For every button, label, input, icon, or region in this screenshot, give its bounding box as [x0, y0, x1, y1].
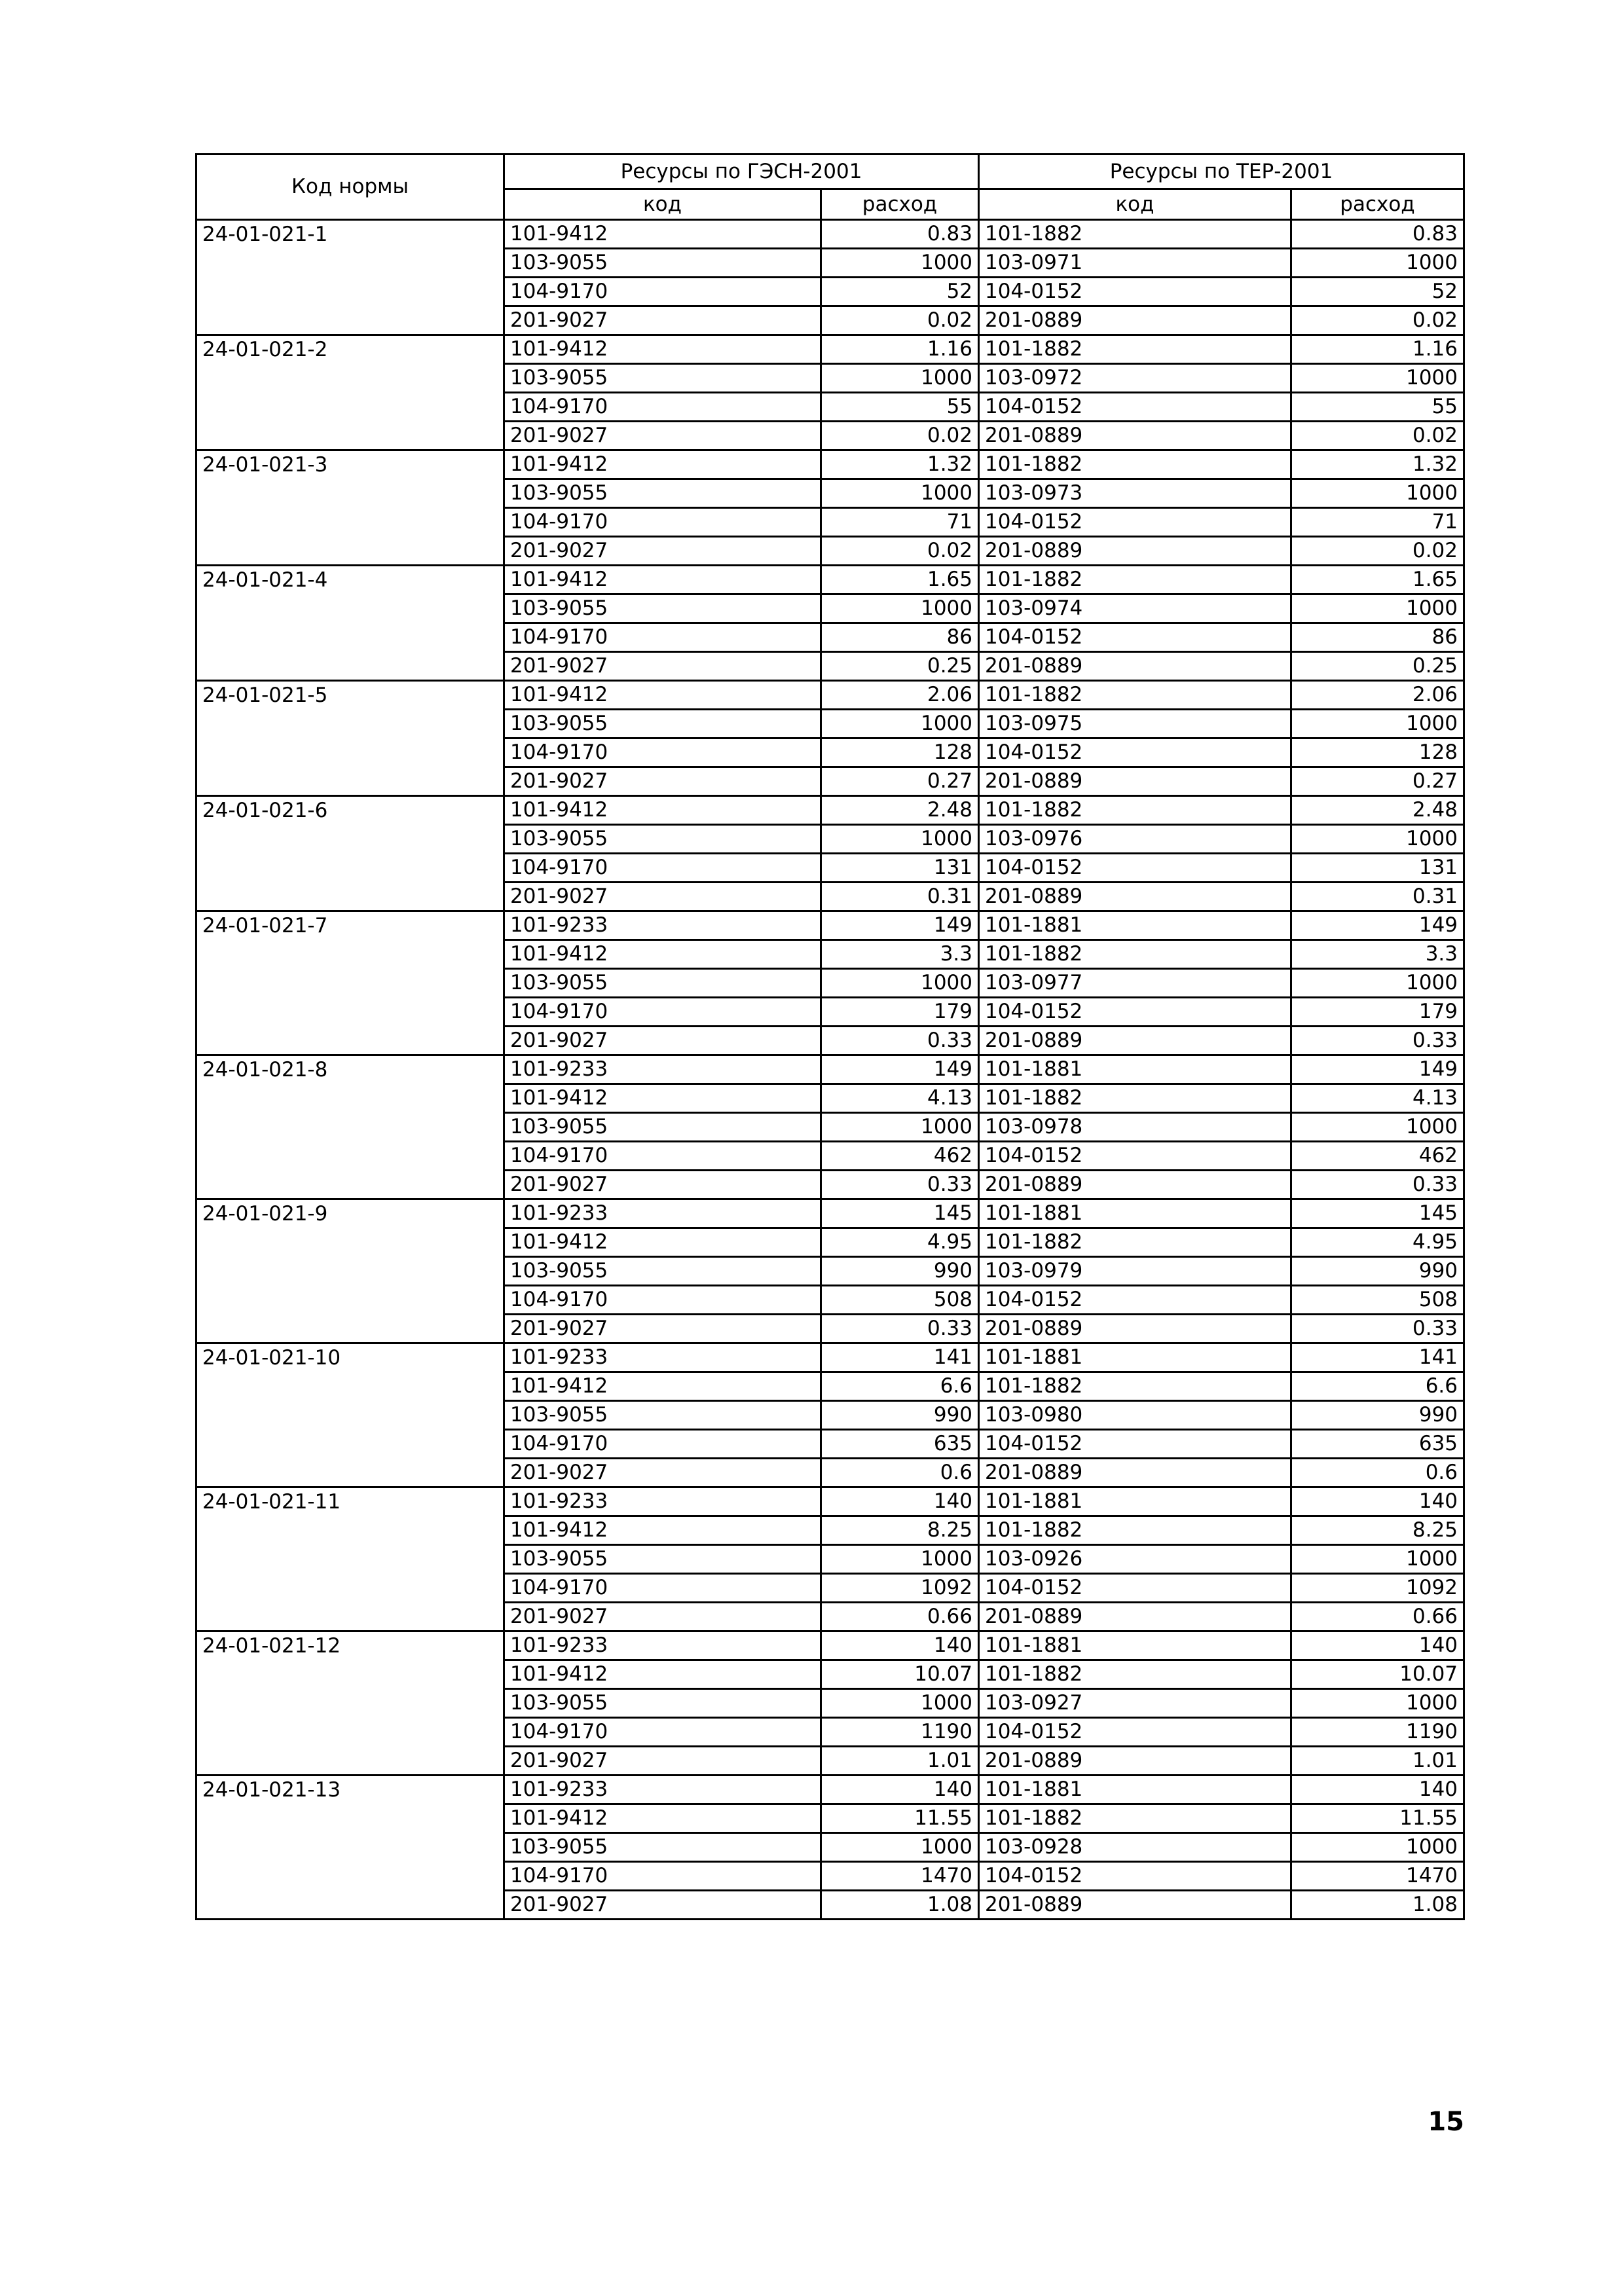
ter-usage-cell: 55	[1291, 393, 1464, 422]
ter-code-cell: 201-0889	[979, 1171, 1291, 1199]
gesn-usage-cell: 149	[821, 1055, 979, 1084]
gesn-usage-cell: 1.01	[821, 1747, 979, 1776]
gesn-usage-cell: 145	[821, 1199, 979, 1228]
gesn-code-cell: 104-9170	[504, 1862, 821, 1891]
gesn-code-cell: 101-9412	[504, 1084, 821, 1113]
table-row	[196, 1343, 1464, 1372]
ter-usage-cell: 0.31	[1291, 883, 1464, 911]
ter-code-cell: 201-0889	[979, 1747, 1291, 1776]
ter-code-cell: 201-0889	[979, 1027, 1291, 1055]
gesn-code-cell: 201-9027	[504, 1459, 821, 1487]
ter-usage-cell: 179	[1291, 998, 1464, 1027]
gesn-code-cell: 104-9170	[504, 854, 821, 883]
ter-code-cell: 101-1882	[979, 681, 1291, 710]
ter-code-cell: 101-1881	[979, 1055, 1291, 1084]
ter-usage-cell: 1000	[1291, 969, 1464, 998]
gesn-usage-cell: 1.08	[821, 1891, 979, 1920]
ter-code-cell: 103-0975	[979, 710, 1291, 738]
gesn-code-cell: 101-9233	[504, 1343, 821, 1372]
norm-code-cell: 24-01-021-5	[196, 681, 504, 796]
gesn-code-cell: 201-9027	[504, 1891, 821, 1920]
table-row	[196, 1055, 1464, 1084]
gesn-usage-cell: 990	[821, 1257, 979, 1286]
ter-usage-cell: 140	[1291, 1631, 1464, 1660]
gesn-code-cell: 101-9412	[504, 335, 821, 364]
ter-usage-cell: 149	[1291, 911, 1464, 940]
ter-usage-cell: 990	[1291, 1401, 1464, 1430]
gesn-usage-cell: 0.6	[821, 1459, 979, 1487]
ter-usage-cell: 1000	[1291, 364, 1464, 393]
gesn-code-cell: 103-9055	[504, 825, 821, 854]
gesn-code-cell: 201-9027	[504, 652, 821, 681]
gesn-usage-cell: 1000	[821, 1545, 979, 1574]
gesn-usage-cell: 179	[821, 998, 979, 1027]
gesn-code-header: код	[504, 189, 821, 220]
gesn-code-cell: 104-9170	[504, 1430, 821, 1459]
ter-code-cell: 104-0152	[979, 1718, 1291, 1747]
ter-code-cell: 103-0973	[979, 479, 1291, 508]
ter-code-cell: 201-0889	[979, 1891, 1291, 1920]
gesn-usage-cell: 1092	[821, 1574, 979, 1603]
ter-code-cell: 103-0971	[979, 249, 1291, 278]
gesn-usage-cell: 52	[821, 278, 979, 306]
gesn-header: Ресурсы по ГЭСН-2001	[504, 155, 979, 189]
gesn-code-cell: 103-9055	[504, 1401, 821, 1430]
ter-usage-cell: 128	[1291, 738, 1464, 767]
ter-usage-cell: 0.33	[1291, 1315, 1464, 1343]
gesn-usage-cell: 1.16	[821, 335, 979, 364]
ter-usage-cell: 0.6	[1291, 1459, 1464, 1487]
ter-header: Ресурсы по ТЕР-2001	[979, 155, 1464, 189]
gesn-code-cell: 101-9412	[504, 940, 821, 969]
ter-code-cell: 201-0889	[979, 537, 1291, 566]
ter-usage-cell: 0.25	[1291, 652, 1464, 681]
ter-usage-cell: 4.13	[1291, 1084, 1464, 1113]
gesn-usage-cell: 71	[821, 508, 979, 537]
gesn-usage-cell: 140	[821, 1487, 979, 1516]
ter-code-cell: 101-1882	[979, 1516, 1291, 1545]
table-row	[196, 1631, 1464, 1660]
ter-code-cell: 101-1881	[979, 1343, 1291, 1372]
ter-code-cell: 104-0152	[979, 278, 1291, 306]
ter-usage-cell: 149	[1291, 1055, 1464, 1084]
gesn-code-cell: 201-9027	[504, 1747, 821, 1776]
gesn-usage-cell: 0.31	[821, 883, 979, 911]
ter-code-cell: 104-0152	[979, 1430, 1291, 1459]
ter-code-cell: 103-0980	[979, 1401, 1291, 1430]
gesn-code-cell: 104-9170	[504, 623, 821, 652]
ter-code-cell: 104-0152	[979, 738, 1291, 767]
gesn-code-cell: 101-9233	[504, 1199, 821, 1228]
ter-code-cell: 101-1882	[979, 220, 1291, 249]
gesn-code-cell: 201-9027	[504, 767, 821, 796]
ter-code-cell: 101-1882	[979, 940, 1291, 969]
table-row	[196, 1487, 1464, 1516]
ter-usage-cell: 141	[1291, 1343, 1464, 1372]
gesn-usage-cell: 0.33	[821, 1315, 979, 1343]
gesn-code-cell: 101-9412	[504, 220, 821, 249]
ter-usage-cell: 1.65	[1291, 566, 1464, 594]
gesn-usage-cell: 140	[821, 1776, 979, 1804]
table-row	[196, 796, 1464, 825]
norm-code-cell: 24-01-021-8	[196, 1055, 504, 1199]
table-row	[196, 450, 1464, 479]
ter-code-cell: 101-1881	[979, 1776, 1291, 1804]
gesn-usage-cell: 508	[821, 1286, 979, 1315]
ter-code-cell: 104-0152	[979, 623, 1291, 652]
gesn-usage-cell: 1190	[821, 1718, 979, 1747]
gesn-usage-header: расход	[821, 189, 979, 220]
gesn-code-cell: 101-9412	[504, 681, 821, 710]
gesn-code-cell: 103-9055	[504, 479, 821, 508]
ter-usage-cell: 0.02	[1291, 422, 1464, 450]
norm-code-cell: 24-01-021-1	[196, 220, 504, 335]
ter-code-cell: 104-0152	[979, 393, 1291, 422]
gesn-code-cell: 201-9027	[504, 306, 821, 335]
ter-usage-cell: 1000	[1291, 479, 1464, 508]
ter-code-cell: 101-1882	[979, 450, 1291, 479]
ter-usage-cell: 1000	[1291, 1545, 1464, 1574]
gesn-usage-cell: 6.6	[821, 1372, 979, 1401]
ter-code-header: код	[979, 189, 1291, 220]
ter-usage-cell: 1092	[1291, 1574, 1464, 1603]
gesn-usage-cell: 4.95	[821, 1228, 979, 1257]
ter-code-cell: 103-0978	[979, 1113, 1291, 1142]
gesn-code-cell: 201-9027	[504, 1027, 821, 1055]
norm-code-cell: 24-01-021-9	[196, 1199, 504, 1343]
resources-table	[195, 153, 1465, 1920]
gesn-usage-cell: 0.02	[821, 306, 979, 335]
ter-usage-cell: 1000	[1291, 1689, 1464, 1718]
gesn-usage-cell: 3.3	[821, 940, 979, 969]
gesn-code-cell: 101-9233	[504, 1776, 821, 1804]
gesn-code-cell: 104-9170	[504, 508, 821, 537]
ter-usage-cell: 2.48	[1291, 796, 1464, 825]
ter-code-cell: 104-0152	[979, 1862, 1291, 1891]
ter-code-cell: 101-1882	[979, 566, 1291, 594]
gesn-code-cell: 101-9412	[504, 566, 821, 594]
gesn-code-cell: 104-9170	[504, 1286, 821, 1315]
norm-code-cell: 24-01-021-7	[196, 911, 504, 1055]
ter-usage-cell: 140	[1291, 1487, 1464, 1516]
gesn-code-cell: 104-9170	[504, 1718, 821, 1747]
gesn-usage-cell: 140	[821, 1631, 979, 1660]
ter-usage-header: расход	[1291, 189, 1464, 220]
gesn-code-cell: 101-9412	[504, 1516, 821, 1545]
ter-usage-cell: 131	[1291, 854, 1464, 883]
ter-code-cell: 103-0974	[979, 594, 1291, 623]
gesn-code-cell: 101-9233	[504, 1631, 821, 1660]
gesn-code-cell: 201-9027	[504, 1171, 821, 1199]
page-number: 15	[1428, 2107, 1464, 2137]
gesn-usage-cell: 1.65	[821, 566, 979, 594]
table-row	[196, 681, 1464, 710]
gesn-code-cell: 103-9055	[504, 1257, 821, 1286]
gesn-code-cell: 101-9233	[504, 1487, 821, 1516]
ter-code-cell: 101-1882	[979, 1804, 1291, 1833]
gesn-usage-cell: 1000	[821, 1689, 979, 1718]
gesn-usage-cell: 149	[821, 911, 979, 940]
norm-code-cell: 24-01-021-4	[196, 566, 504, 681]
gesn-usage-cell: 1000	[821, 364, 979, 393]
gesn-code-cell: 103-9055	[504, 1113, 821, 1142]
ter-usage-cell: 1000	[1291, 825, 1464, 854]
gesn-code-cell: 201-9027	[504, 1315, 821, 1343]
gesn-usage-cell: 11.55	[821, 1804, 979, 1833]
ter-usage-cell: 0.02	[1291, 306, 1464, 335]
ter-usage-cell: 6.6	[1291, 1372, 1464, 1401]
table-body	[196, 220, 1464, 1920]
gesn-code-cell: 104-9170	[504, 1142, 821, 1171]
gesn-usage-cell: 0.33	[821, 1171, 979, 1199]
ter-usage-cell: 1000	[1291, 249, 1464, 278]
ter-usage-cell: 635	[1291, 1430, 1464, 1459]
gesn-code-cell: 201-9027	[504, 537, 821, 566]
ter-code-cell: 103-0926	[979, 1545, 1291, 1574]
gesn-code-cell: 104-9170	[504, 738, 821, 767]
ter-code-cell: 103-0972	[979, 364, 1291, 393]
table-row	[196, 335, 1464, 364]
norm-code-cell: 24-01-021-11	[196, 1487, 504, 1631]
table-row	[196, 911, 1464, 940]
gesn-code-cell: 103-9055	[504, 1689, 821, 1718]
gesn-code-cell: 201-9027	[504, 422, 821, 450]
gesn-code-cell: 101-9412	[504, 796, 821, 825]
gesn-usage-cell: 0.33	[821, 1027, 979, 1055]
ter-code-cell: 103-0979	[979, 1257, 1291, 1286]
norm-code-cell: 24-01-021-2	[196, 335, 504, 450]
gesn-code-cell: 104-9170	[504, 278, 821, 306]
ter-usage-cell: 52	[1291, 278, 1464, 306]
ter-usage-cell: 3.3	[1291, 940, 1464, 969]
ter-usage-cell: 86	[1291, 623, 1464, 652]
table-row	[196, 220, 1464, 249]
gesn-code-cell: 201-9027	[504, 883, 821, 911]
gesn-usage-cell: 1000	[821, 249, 979, 278]
gesn-code-cell: 101-9233	[504, 1055, 821, 1084]
gesn-code-cell: 101-9412	[504, 450, 821, 479]
ter-code-cell: 201-0889	[979, 767, 1291, 796]
ter-usage-cell: 1000	[1291, 1833, 1464, 1862]
gesn-code-cell: 104-9170	[504, 998, 821, 1027]
ter-usage-cell: 1190	[1291, 1718, 1464, 1747]
gesn-code-cell: 103-9055	[504, 594, 821, 623]
ter-usage-cell: 0.27	[1291, 767, 1464, 796]
norm-code-cell: 24-01-021-13	[196, 1776, 504, 1920]
ter-usage-cell: 10.07	[1291, 1660, 1464, 1689]
ter-code-cell: 101-1882	[979, 796, 1291, 825]
ter-usage-cell: 4.95	[1291, 1228, 1464, 1257]
gesn-usage-cell: 0.66	[821, 1603, 979, 1631]
ter-code-cell: 101-1882	[979, 1660, 1291, 1689]
table-header	[196, 155, 1464, 220]
ter-code-cell: 104-0152	[979, 1286, 1291, 1315]
ter-code-cell: 103-0928	[979, 1833, 1291, 1862]
gesn-code-cell: 101-9412	[504, 1228, 821, 1257]
gesn-usage-cell: 0.02	[821, 422, 979, 450]
ter-usage-cell: 1000	[1291, 594, 1464, 623]
gesn-usage-cell: 0.27	[821, 767, 979, 796]
ter-code-cell: 101-1881	[979, 911, 1291, 940]
ter-usage-cell: 0.83	[1291, 220, 1464, 249]
ter-usage-cell: 0.33	[1291, 1171, 1464, 1199]
gesn-usage-cell: 1.32	[821, 450, 979, 479]
gesn-usage-cell: 141	[821, 1343, 979, 1372]
ter-usage-cell: 1.01	[1291, 1747, 1464, 1776]
gesn-usage-cell: 128	[821, 738, 979, 767]
ter-code-cell: 103-0976	[979, 825, 1291, 854]
gesn-usage-cell: 4.13	[821, 1084, 979, 1113]
gesn-usage-cell: 10.07	[821, 1660, 979, 1689]
gesn-usage-cell: 1000	[821, 594, 979, 623]
gesn-usage-cell: 86	[821, 623, 979, 652]
gesn-usage-cell: 131	[821, 854, 979, 883]
gesn-code-cell: 101-9412	[504, 1372, 821, 1401]
gesn-code-cell: 101-9412	[504, 1804, 821, 1833]
ter-code-cell: 103-0927	[979, 1689, 1291, 1718]
gesn-code-cell: 103-9055	[504, 1833, 821, 1862]
ter-code-cell: 201-0889	[979, 422, 1291, 450]
ter-code-cell: 201-0889	[979, 306, 1291, 335]
ter-usage-cell: 990	[1291, 1257, 1464, 1286]
ter-code-cell: 101-1881	[979, 1631, 1291, 1660]
ter-usage-cell: 0.66	[1291, 1603, 1464, 1631]
ter-code-cell: 101-1882	[979, 1372, 1291, 1401]
gesn-usage-cell: 2.06	[821, 681, 979, 710]
gesn-usage-cell: 990	[821, 1401, 979, 1430]
norm-code-cell: 24-01-021-3	[196, 450, 504, 566]
norm-code-cell: 24-01-021-12	[196, 1631, 504, 1776]
gesn-usage-cell: 8.25	[821, 1516, 979, 1545]
gesn-usage-cell: 1470	[821, 1862, 979, 1891]
ter-usage-cell: 71	[1291, 508, 1464, 537]
ter-usage-cell: 1.08	[1291, 1891, 1464, 1920]
gesn-usage-cell: 635	[821, 1430, 979, 1459]
gesn-usage-cell: 2.48	[821, 796, 979, 825]
gesn-code-cell: 103-9055	[504, 1545, 821, 1574]
gesn-usage-cell: 0.02	[821, 537, 979, 566]
gesn-usage-cell: 0.83	[821, 220, 979, 249]
ter-code-cell: 201-0889	[979, 652, 1291, 681]
norm-code-cell: 24-01-021-6	[196, 796, 504, 911]
gesn-code-cell: 103-9055	[504, 969, 821, 998]
ter-usage-cell: 140	[1291, 1776, 1464, 1804]
gesn-code-cell: 103-9055	[504, 249, 821, 278]
ter-usage-cell: 508	[1291, 1286, 1464, 1315]
table-row	[196, 1776, 1464, 1804]
norm-code-header: Код нормы	[196, 155, 504, 220]
gesn-usage-cell: 1000	[821, 710, 979, 738]
gesn-usage-cell: 1000	[821, 479, 979, 508]
gesn-usage-cell: 1000	[821, 1833, 979, 1862]
ter-usage-cell: 145	[1291, 1199, 1464, 1228]
ter-code-cell: 201-0889	[979, 1603, 1291, 1631]
ter-usage-cell: 1.16	[1291, 335, 1464, 364]
ter-usage-cell: 1470	[1291, 1862, 1464, 1891]
ter-code-cell: 101-1881	[979, 1487, 1291, 1516]
gesn-usage-cell: 0.25	[821, 652, 979, 681]
ter-usage-cell: 1000	[1291, 710, 1464, 738]
ter-code-cell: 101-1882	[979, 335, 1291, 364]
ter-code-cell: 101-1881	[979, 1199, 1291, 1228]
norm-code-cell: 24-01-021-10	[196, 1343, 504, 1487]
gesn-code-cell: 101-9233	[504, 911, 821, 940]
gesn-code-cell: 201-9027	[504, 1603, 821, 1631]
ter-usage-cell: 2.06	[1291, 681, 1464, 710]
ter-usage-cell: 0.33	[1291, 1027, 1464, 1055]
ter-code-cell: 201-0889	[979, 1459, 1291, 1487]
ter-code-cell: 104-0152	[979, 1142, 1291, 1171]
ter-usage-cell: 462	[1291, 1142, 1464, 1171]
gesn-code-cell: 101-9412	[504, 1660, 821, 1689]
gesn-code-cell: 103-9055	[504, 364, 821, 393]
ter-usage-cell: 8.25	[1291, 1516, 1464, 1545]
ter-usage-cell: 1000	[1291, 1113, 1464, 1142]
table-row	[196, 566, 1464, 594]
gesn-usage-cell: 55	[821, 393, 979, 422]
gesn-usage-cell: 1000	[821, 1113, 979, 1142]
gesn-code-cell: 104-9170	[504, 393, 821, 422]
ter-code-cell: 104-0152	[979, 854, 1291, 883]
gesn-usage-cell: 1000	[821, 825, 979, 854]
ter-code-cell: 104-0152	[979, 1574, 1291, 1603]
ter-code-cell: 101-1882	[979, 1228, 1291, 1257]
ter-code-cell: 104-0152	[979, 998, 1291, 1027]
gesn-code-cell: 104-9170	[504, 1574, 821, 1603]
ter-code-cell: 103-0977	[979, 969, 1291, 998]
ter-code-cell: 104-0152	[979, 508, 1291, 537]
ter-usage-cell: 1.32	[1291, 450, 1464, 479]
ter-usage-cell: 0.02	[1291, 537, 1464, 566]
ter-code-cell: 101-1882	[979, 1084, 1291, 1113]
ter-code-cell: 201-0889	[979, 883, 1291, 911]
gesn-code-cell: 103-9055	[504, 710, 821, 738]
gesn-usage-cell: 462	[821, 1142, 979, 1171]
gesn-usage-cell: 1000	[821, 969, 979, 998]
ter-code-cell: 201-0889	[979, 1315, 1291, 1343]
table-row	[196, 1199, 1464, 1228]
ter-usage-cell: 11.55	[1291, 1804, 1464, 1833]
